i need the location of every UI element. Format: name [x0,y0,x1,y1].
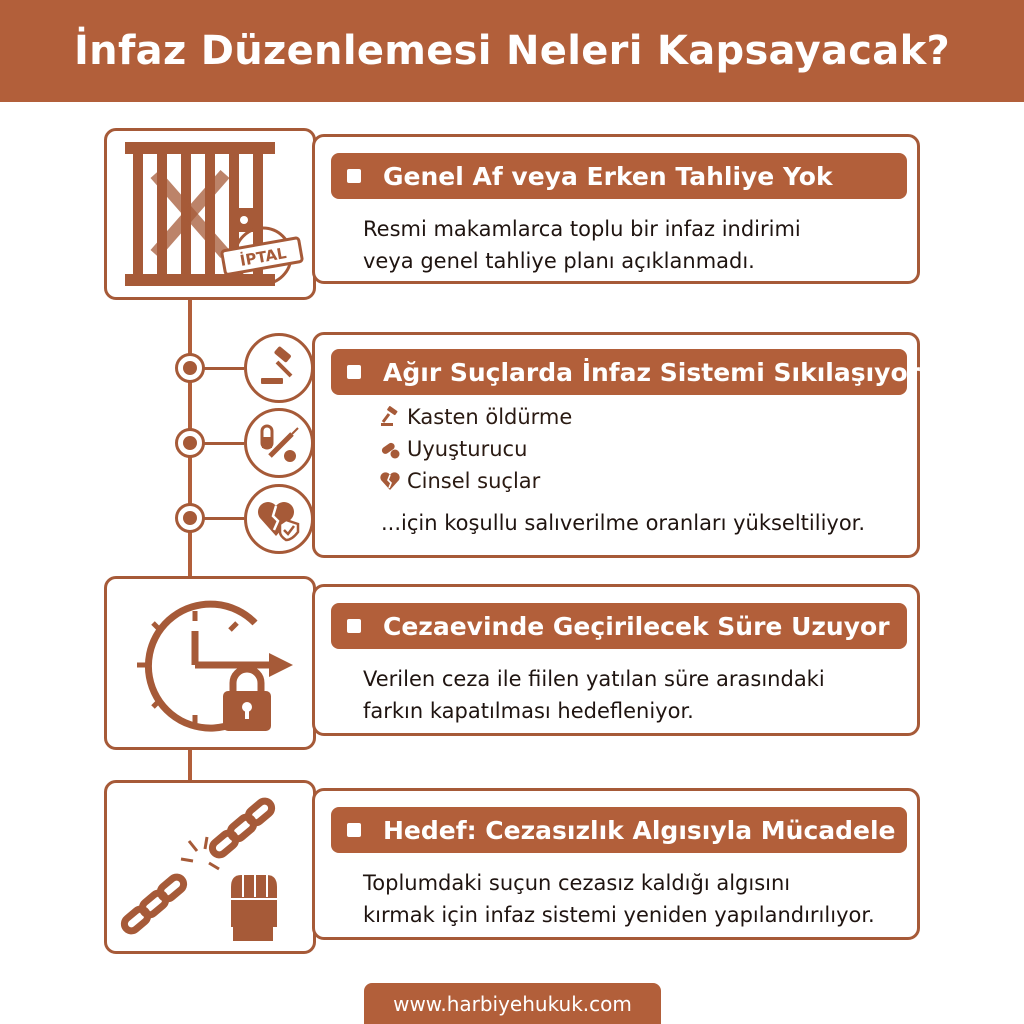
section-4-description [363,867,875,931]
bullet-square-icon [347,365,361,379]
gavel-icon [379,406,401,428]
section-4-line-2: kırmak için infaz sistemi yeniden yapılandırılıyor. [363,903,875,927]
clock-lock-icon [115,583,305,743]
section-3-line-1: Verilen ceza ile fiilen yatılan süre arasındaki [363,667,825,691]
section-2-footer-line: ...için koşullu salıverilme oranları yükseltiliyor. [381,511,866,535]
barred-cell-cancelled-icon [115,134,305,294]
section-3-description [363,663,825,727]
section-3-heading [331,603,907,649]
list-item-cinsel [379,469,540,493]
section-1-description [363,213,801,277]
section-1-card [312,134,920,284]
connector-line [204,442,244,445]
section-1-heading-text: Genel Af veya Erken Tahliye Yok [383,161,833,191]
website-link[interactable]: www.harbiyehukuk.com [364,983,661,1024]
page-title: İnfaz Düzenlemesi Neleri Kapsayacak? [0,0,1024,102]
list-item-uyusturucu [379,437,527,461]
section-4-icon-box [104,780,316,954]
section-1-line-1: Resmi makamlarca toplu bir infaz indirimi [363,217,801,241]
section-4-heading-text: Hedef: Cezasızlık Algısıyla Mücadele [383,815,896,845]
section-3-card [312,584,920,736]
section-3-line-2: farkın kapatılması hedefleniyor. [363,699,694,723]
list-item-label: Uyuşturucu [407,437,528,461]
iptal-stamp-text: İPTAL [238,244,288,270]
section-3-heading-text: Cezaevinde Geçirilecek Süre Uzuyor [383,611,890,641]
bullet-square-icon [347,823,361,837]
pills-icon [379,438,401,460]
section-4-card [312,788,920,940]
gavel-icon [244,333,314,403]
broken-heart-shield-icon [244,484,314,554]
bullet-square-icon [347,169,361,183]
section-2-heading [331,349,920,395]
section-1-icon-box [104,128,316,300]
broken-heart-icon [379,470,401,492]
section-2-heading-text: Ağır Suçlarda İnfaz Sistemi Sıkılaşıyor [383,357,920,387]
timeline-node [175,353,205,383]
list-item-label: Kasten öldürme [407,405,573,429]
pill-syringe-icon [244,408,314,478]
bullet-square-icon [347,619,361,633]
section-2-card [312,332,920,558]
section-4-heading [331,807,907,853]
broken-chain-fist-icon [115,787,305,947]
connector-line [204,367,244,370]
section-3-icon-box [104,576,316,750]
list-item-label: Cinsel suçlar [407,469,541,493]
connector-line [204,517,244,520]
section-4-line-1: Toplumdaki suçun cezasız kaldığı algısını [363,871,791,895]
section-1-line-2: veya genel tahliye planı açıklanmadı. [363,249,755,273]
timeline-node [175,428,205,458]
timeline-node [175,503,205,533]
list-item-kasten [379,405,572,429]
section-1-heading [331,153,907,199]
